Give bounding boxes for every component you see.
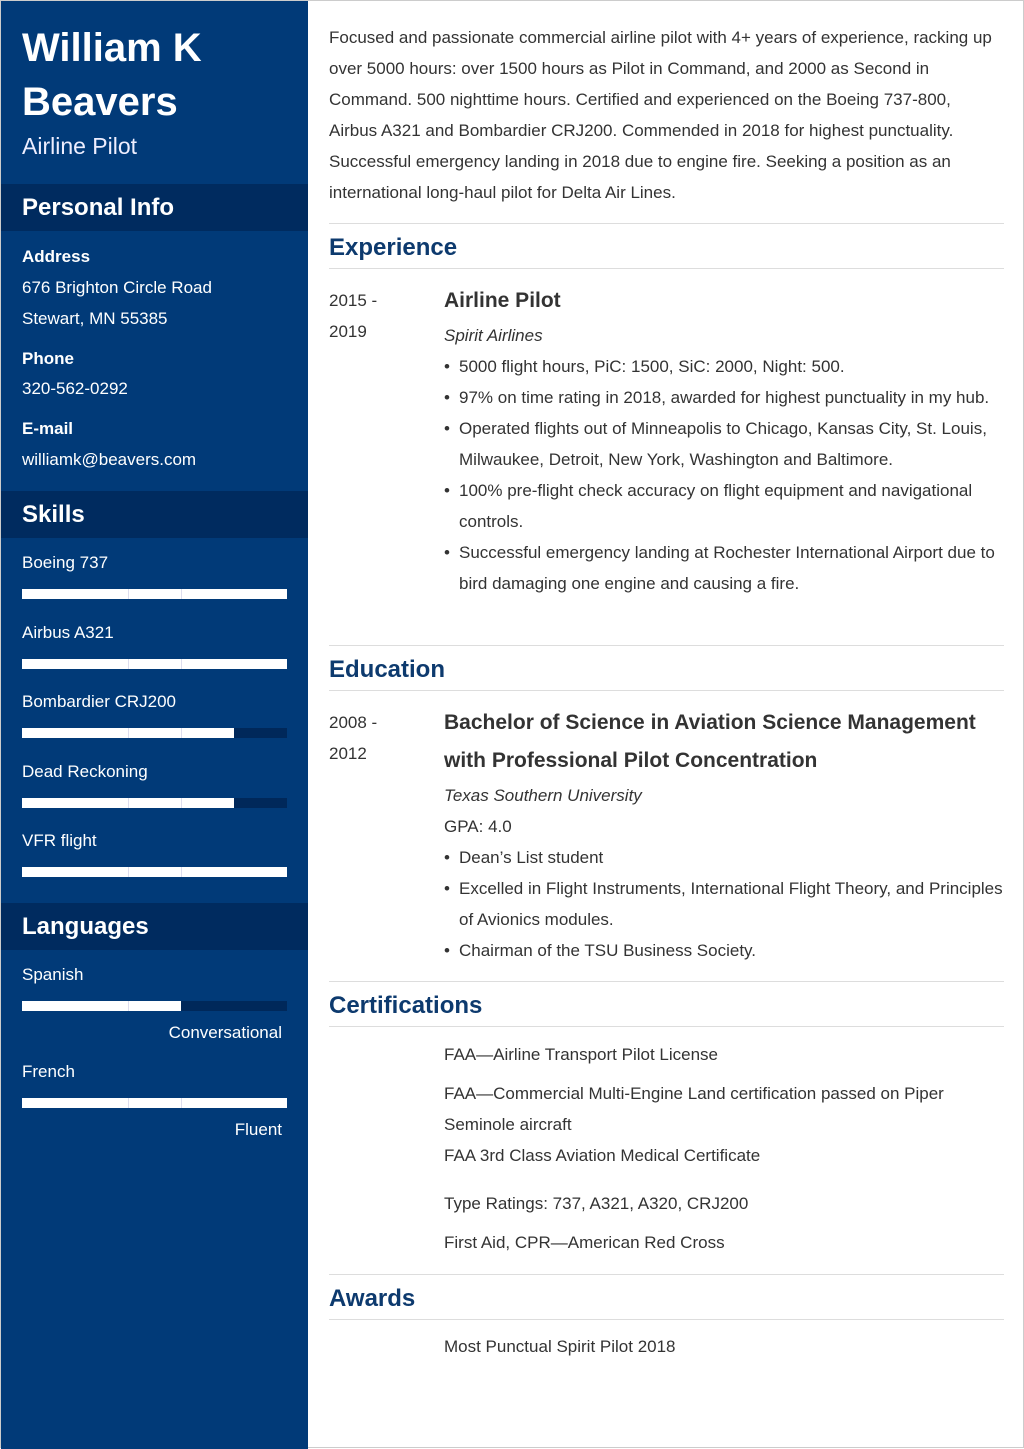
certification-item: FAA 3rd Class Aviation Medical Certificate: [444, 1146, 761, 1165]
personal-info-heading: Personal Info: [1, 184, 308, 231]
bar-segment-divider: [128, 589, 129, 599]
education-bullet: • Excelled in Flight Instruments, International Flight Theory, and Principles of Avionics modules.: [444, 873, 1004, 935]
skill-name: Airbus A321: [22, 622, 114, 642]
skill-level-bar: [22, 589, 287, 599]
skill-level-bar: [22, 659, 287, 669]
job-title: Airline Pilot: [444, 289, 561, 312]
candidate-name: William K Beavers: [22, 26, 202, 124]
skill-name: Dead Reckoning: [22, 761, 148, 781]
address-line-1: 676 Brighton Circle Road: [22, 278, 212, 297]
award-item: Most Punctual Spirit Pilot 2018: [444, 1337, 676, 1356]
certifications-heading: Certifications: [329, 981, 1004, 1027]
phone: 320-562-0292: [22, 379, 128, 398]
language-name: Spanish: [22, 965, 84, 984]
summary: Focused and passionate commercial airline pilot with 4+ years of experience, racking up over 5000 hours: over 1500 hours as Pilot in Command, and 2000 as Second in Command. 500 nighttime hours. Certified and experienced on the Boeing 737-800, Airbus A321 and Bombardier CRJ200. Commended in 2018 for highest punctuality. Successful emergency landing in 2018 due to engine fire. Seeking a position as an international long-haul pilot for Delta Air Lines.: [329, 28, 992, 202]
sidebar: [1, 1, 308, 1449]
certification-item: Type Ratings: 737, A321, A320, CRJ200: [444, 1194, 749, 1213]
skill-name: Boeing 737: [22, 553, 109, 572]
education-heading: Education: [329, 645, 1004, 691]
certification-item: FAA—Commercial Multi-Engine Land certification passed on Piper Seminole aircraft: [444, 1084, 944, 1134]
bar-segment-divider: [128, 659, 129, 669]
bar-segment-divider: [181, 589, 182, 599]
skill-level-bar: [22, 798, 287, 808]
language-level-bar: [22, 1098, 287, 1108]
experience-bullet: • 5000 flight hours, PiC: 1500, SiC: 2000, Night: 500.: [444, 351, 1004, 382]
language-level-bar: [22, 1001, 287, 1011]
language-level-label: Conversational: [168, 1023, 282, 1042]
experience-bullet: • Successful emergency landing at Rochester International Airport due to bird damaging one engine and causing a fire.: [444, 537, 1004, 599]
email: williamk@beavers.com: [22, 450, 197, 469]
experience-date-end: 2019: [329, 322, 367, 341]
bar-segment-divider: [128, 728, 129, 738]
candidate-role: Airline Pilot: [22, 133, 138, 159]
bar-segment-divider: [128, 1098, 129, 1108]
skill-name: Bombardier CRJ200: [22, 692, 177, 711]
experience-heading: Experience: [329, 223, 1004, 269]
gpa: GPA: 4.0: [444, 817, 512, 836]
education-date-end: 2012: [329, 744, 367, 763]
company: Spirit Airlines: [444, 326, 543, 345]
experience-bullet: • 97% on time rating in 2018, awarded for highest punctuality in my hub.: [444, 382, 1004, 413]
education-bullet: • Dean’s List student: [444, 842, 1004, 873]
skill-name: VFR flight: [22, 831, 97, 850]
education-bullet: • Chairman of the TSU Business Society.: [444, 935, 1004, 966]
languages-heading: Languages: [1, 903, 308, 950]
address-line-2: Stewart, MN 55385: [22, 309, 168, 328]
bar-segment-divider: [128, 867, 129, 877]
experience-bullet: • 100% pre-flight check accuracy on flight equipment and navigational controls.: [444, 475, 1004, 537]
language-name: French: [22, 1062, 75, 1081]
bar-segment-divider: [128, 798, 129, 808]
bar-segment-divider: [128, 1001, 129, 1011]
email-label: E-mail: [22, 419, 74, 438]
language-level-label: Fluent: [234, 1120, 282, 1139]
bar-segment-divider: [181, 798, 182, 808]
bar-fill: [22, 659, 287, 669]
awards-heading: Awards: [329, 1274, 1004, 1320]
bar-segment-divider: [181, 659, 182, 669]
education-date-start: 2008 -: [329, 713, 378, 732]
bar-fill: [22, 589, 287, 599]
phone-label: Phone: [22, 349, 74, 368]
experience-bullet: • Operated flights out of Minneapolis to Chicago, Kansas City, St. Louis, Milwaukee, Detroit, New York, Washington and Baltimore.: [444, 413, 1004, 475]
bar-fill: [22, 867, 287, 877]
bar-fill: [22, 1098, 287, 1108]
bar-fill: [22, 1001, 181, 1011]
bar-segment-divider: [181, 728, 182, 738]
skill-level-bar: [22, 867, 287, 877]
bar-segment-divider: [181, 867, 182, 877]
experience-date-start: 2015 -: [329, 291, 378, 310]
address-label: Address: [22, 247, 91, 266]
skill-level-bar: [22, 728, 287, 738]
certification-item: First Aid, CPR—American Red Cross: [444, 1233, 725, 1252]
bar-segment-divider: [181, 1098, 182, 1108]
school: Texas Southern University: [444, 786, 642, 805]
certification-item: FAA—Airline Transport Pilot License: [444, 1045, 719, 1064]
degree: Bachelor of Science in Aviation Science Management with Professional Pilot Concentration: [444, 711, 976, 772]
skills-heading: Skills: [1, 491, 308, 538]
